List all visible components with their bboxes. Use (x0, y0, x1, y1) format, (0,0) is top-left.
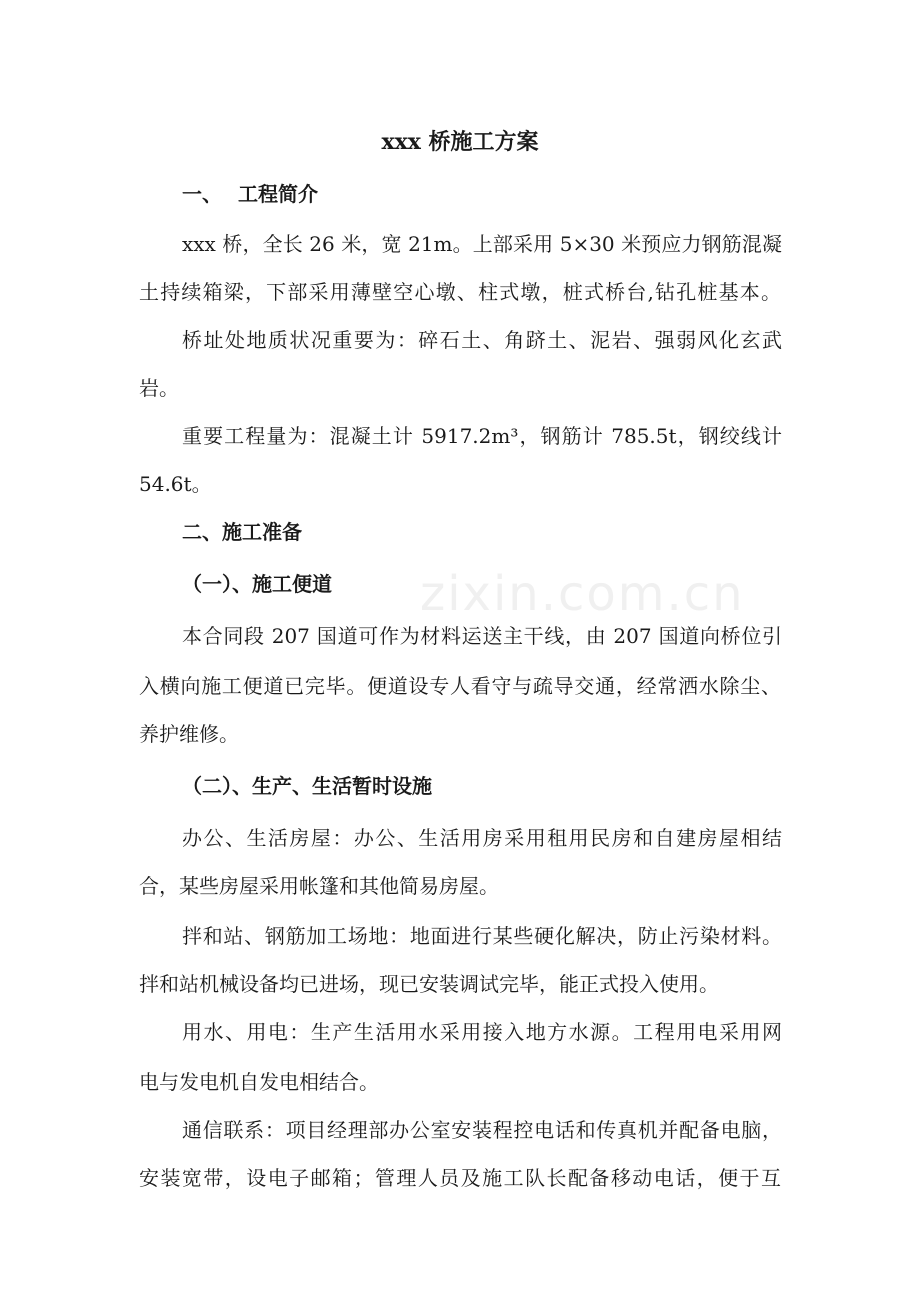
paragraph-line: 合，某些房屋采用帐篷和其他简易房屋。 (139, 874, 499, 898)
paragraph-line: 电与发电机自发电相结合。 (139, 1070, 379, 1094)
section-heading-text: 工程简介 (238, 182, 318, 206)
paragraph-line: xxx 桥，全长 26 米，宽 21m。上部采用 5×30 米预应力钢筋混凝 (182, 232, 782, 256)
section-heading-2: 二、施工准备 (182, 520, 302, 544)
subsection-heading-2: （二）、生产、生活暂时设施 (182, 774, 432, 798)
paragraph-line: 本合同段 207 国道可作为材料运送主干线，由 207 国道向桥位引 (182, 624, 782, 648)
subsection-heading-1: （一）、施工便道 (182, 572, 332, 596)
paragraph-line: 重要工程量为：混凝土计 5917.2m³，钢筋计 785.5t，钢绞线计 (182, 424, 782, 448)
paragraph-line: 养护维修。 (139, 722, 239, 746)
paragraph-line: 用水、用电：生产生活用水采用接入地方水源。工程用电采用网 (182, 1020, 782, 1044)
paragraph-line: 桥址处地质状况重要为：碎石土、角跻土、泥岩、强弱风化玄武 (182, 328, 782, 352)
paragraph-line: 办公、生活房屋：办公、生活用房采用租用民房和自建房屋相结 (182, 826, 782, 850)
paragraph-line: 入横向施工便道已完毕。便道设专人看守与疏导交通，经常洒水除尘、 (139, 674, 781, 698)
paragraph-line: 拌和站机械设备均已进场，现已安装调试完毕，能正式投入使用。 (139, 972, 719, 996)
paragraph-line: 土持续箱梁，下部采用薄壁空心墩、柱式墩，桩式桥台,钻孔桩基本。 (139, 280, 781, 304)
section-heading-1 (182, 178, 318, 210)
watermark: zixin.com.cn (420, 566, 745, 622)
paragraph-line: 54.6t。 (139, 472, 212, 496)
paragraph-line: 拌和站、钢筋加工场地：地面进行某些硬化解决，防止污染材料。 (182, 924, 782, 948)
document-title: xxx 桥施工方案 (381, 129, 539, 155)
paragraph-line: 通信联系：项目经理部办公室安装程控电话和传真机并配备电脑， (182, 1118, 782, 1142)
paragraph-line: 安装宽带，设电子邮箱；管理人员及施工队长配备移动电话，便于互 (139, 1166, 781, 1190)
paragraph-line: 岩。 (139, 376, 179, 400)
section-number: 一、 (182, 182, 222, 206)
